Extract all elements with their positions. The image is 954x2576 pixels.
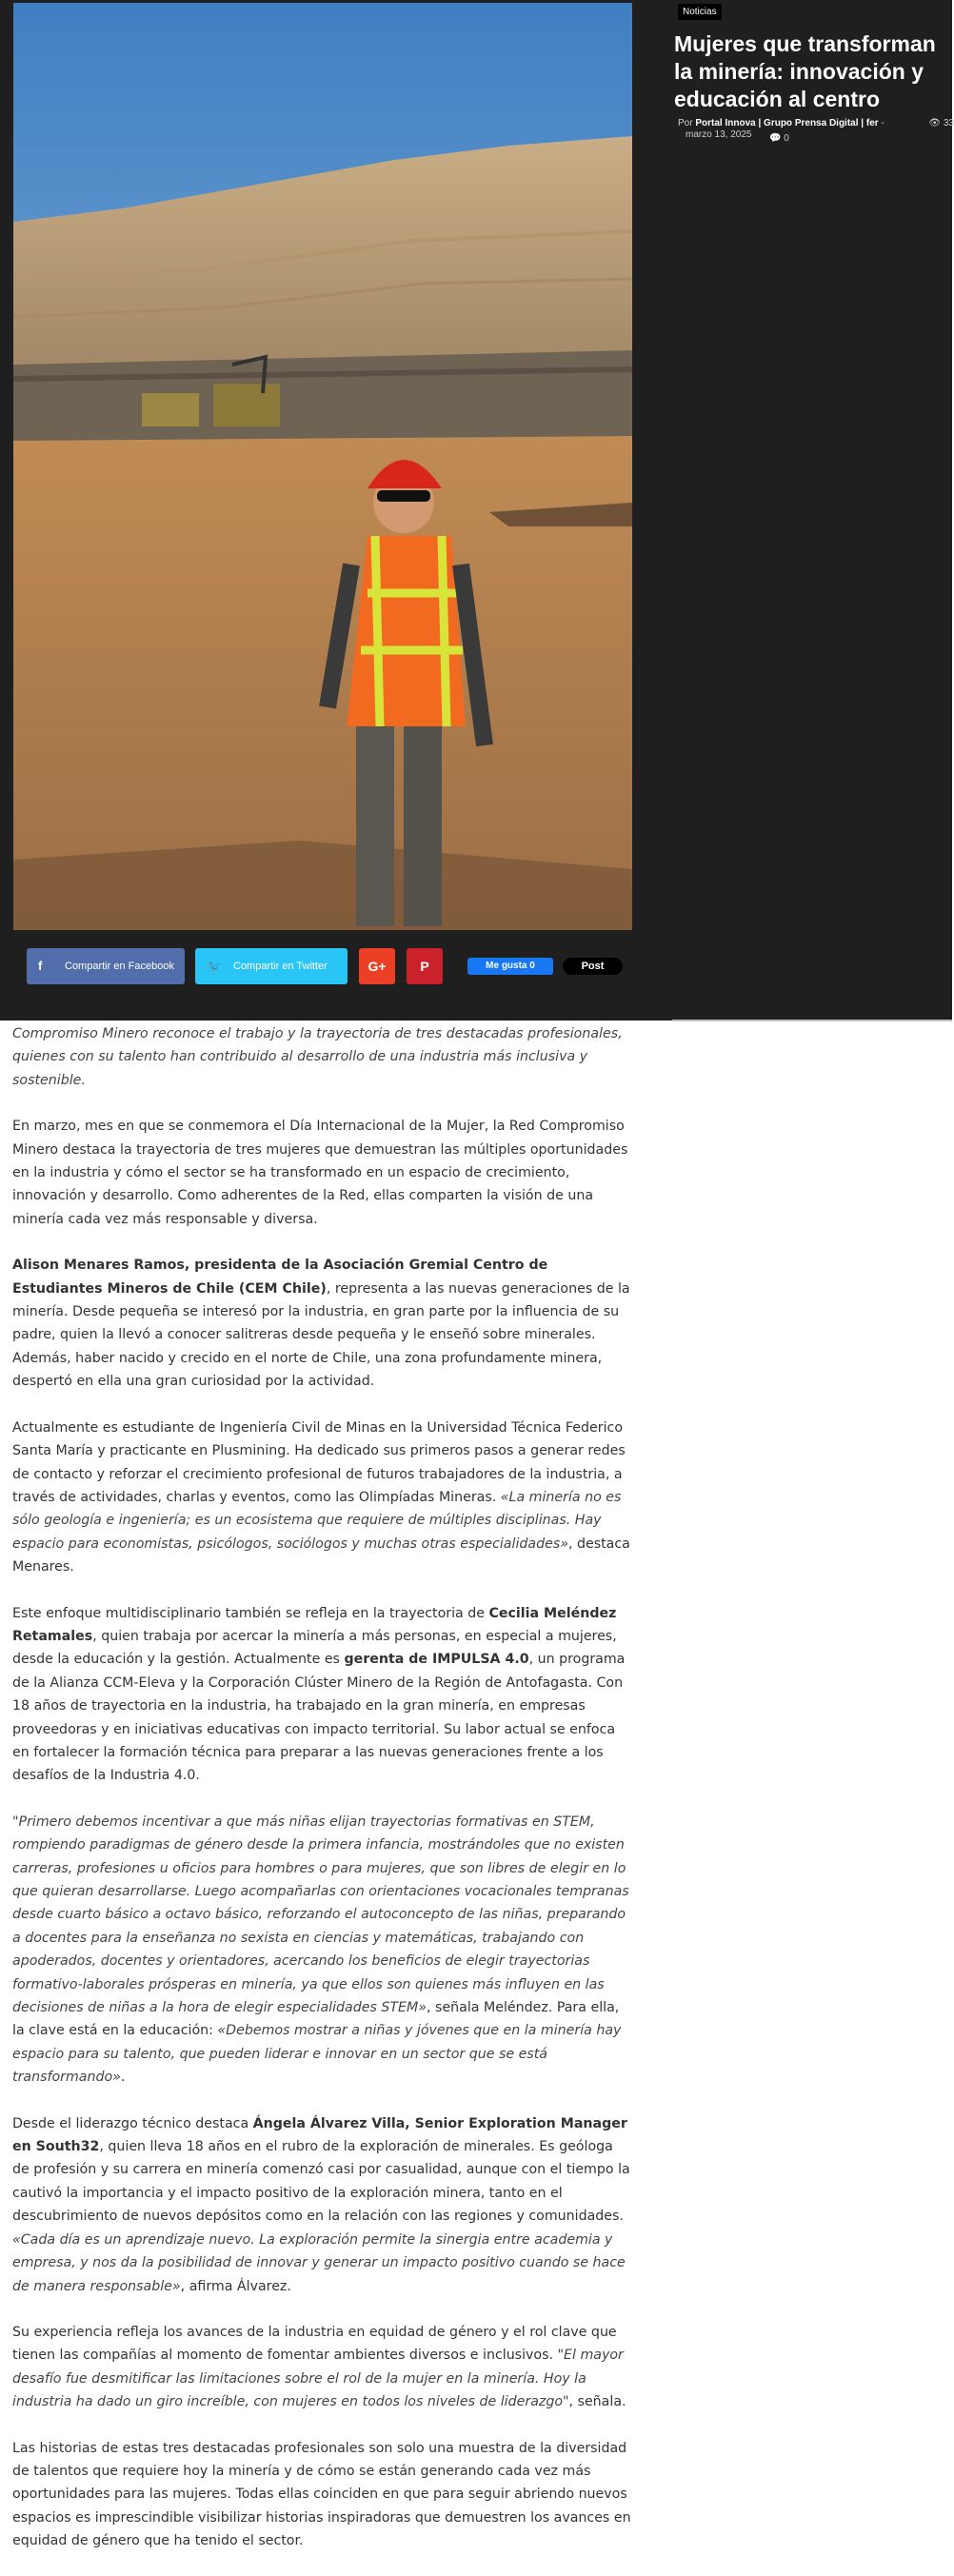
paragraph-7-end: , señala. [568,2394,626,2410]
paragraph-6-text-a: Desde el liderazgo técnico destaca [12,2115,253,2131]
paragraph-7-text: Su experiencia refleja los avances de la industria en equidad de género y el rol clave que tienen las compañías al momento de fomentar ambientes diversos e inclusivos. [12,2324,617,2364]
paragraph-6-quote: «Cada día es un aprendizaje nuevo. La exploración permite la sinergia entre academia y empresa, y nos da la posibilidad de innovar y generar un impacto positivo cuando se hace de manera responsable» [12,2231,626,2294]
comment-icon: 💬 [769,133,782,144]
category-badge[interactable]: Noticias [678,4,722,20]
paragraph-2-bold: Alison Menares Ramos, presidenta de la Asociación Gremial Centro de Estudiantes Mineros de Chile (CEM Chile) [12,1258,548,1297]
paragraph-6-bold: Ángela Álvarez Villa, Senior Exploration Manager en South32 [12,2115,627,2155]
author-prefix: Por [678,118,693,129]
share-twitter-button[interactable] [195,948,348,984]
views-value: 33 [943,118,954,129]
x-post-button[interactable]: Post [563,958,623,975]
article-lead: Compromiso Minero reconoce el trabajo y la trayectoria de tres destacadas profesionales, quienes con su talento han contribuido al desarrollo de una industria más inclusiva y sostenible. [12,1026,623,1088]
views-count [928,118,954,129]
share-pinterest-button[interactable]: P [407,948,443,984]
comments-count[interactable] [769,133,789,145]
paragraph-3-text: Actualmente es estudiante de Ingeniería Civil de Minas en la Universidad Técnica Federico Santa María y practicante en Plusmining. Ha dedicado sus primeros pasos a generar redes de contacto y reforzar el crecimiento profesional de futuros trabajadores de la industria, a través de actividades, charlas y eventos, como las Olimpíadas Mineras. [12,1419,626,1505]
paragraph-5-quote: "Primero debemos incentivar a que más niñas elijan trayectorias formativas en STEM, rompiendo paradigmas de género desde la primera infancia, mostrándoles que no existen carreras, profesiones u oficios para hombres o para mujeres, que son libres de elegir en lo que quieran desarrollarse. Luego acompañarlas con orientaciones vocacionales tempranas desde cuarto básico a octavo básico, reforzando el autoconcepto de las niñas, preparando a docentes para la enseñanza no sexista en ciencias y matemáticas, trabajando con apoderados, docentes y orientadores, acercando los beneficios de elegir trayectorias formativo-laborales prósperas en minería, ya que ellos son quienes más influyen en las decisiones de niñas a la hora de elegir especialidades STEM» [12,1813,629,2016]
paragraph-3 [12,1417,631,1579]
twitter-icon: 🐦 [207,959,223,973]
post-date: marzo 13, 2025 [686,129,752,140]
paragraph-8: Las historias de estas tres destacadas profesionales son solo una muestra de la diversidad de talentos que requiere hoy la minería y de cómo se están generando cada vez más oportunidades para las mujeres. Todas ellas coinciden en que para seguir abriendo nuevos espacios es imprescindible visibilizar historias inspiradoras que demuestren los avances en equidad de género que ha tenido el sector. [12,2440,631,2549]
paragraph-4 [12,1602,631,1788]
sidebar-divider [672,1020,952,1021]
featured-image[interactable] [13,3,632,930]
paragraph-6-text-b: , quien lleva 18 años en el rubro de la exploración de minerales. Es geóloga de profesión y su carrera en minería comenzó casi por casualidad, aunque con el tiempo la cautivó la importancia y el impacto positivo de la exploración minera, tanto en el descubrimiento de nuevos depósitos como en la relación con las regiones y comunidades. [12,2139,630,2225]
share-googleplus-button[interactable]: G+ [359,948,395,984]
paragraph-7 [12,2321,631,2414]
share-twitter-label: Compartir en Twitter [233,961,328,972]
post-title: Mujeres que transforman la minería: innovación y educación al centro [674,31,936,111]
paragraph-7-quote: "El mayor desafío fue desmitificar las limitaciones sobre el rol de la mujer en la minería. Hoy la industria ha dado un giro increíble, con mujeres en todos los niveles de liderazgo" [12,2348,624,2410]
paragraph-5 [12,1811,631,2090]
paragraph-2-text: , representa a las nuevas generaciones de la minería. Desde pequeña se interesó por la industria, en gran parte por la influencia de su padre, quien la llevó a conocer salitreras desde pequeña y le enseñó sobre minerales. Además, haber nacido y crecido en el norte de Chile, una zona profundamente minera, despertó en ella una gran curiosidad por la actividad. [12,1280,630,1390]
paragraph-3-quote: «La minería no es sólo geología e ingeniería; es un ecosistema que requiere de múltiples disciplinas. Hay espacio para economistas, psicólogos, sociólogos y muchas otras especialidades» [12,1489,622,1552]
hero-section [0,0,952,1020]
mine-worker-photo [13,3,632,930]
paragraph-4-text-c: , un programa de la Alianza CCM-Eleva y la Corporación Clúster Minero de la Región de Antofagasta. Con 18 años de trayectoria en la industria, ha trabajado en la gran minería, en empresas proveedoras y en iniciativas educativas con impacto territorial. Su labor actual se enfoca en fortalecer la formación técnica para preparar a las nuevas generaciones frente a los desafíos de la Industria 4.0. [12,1652,626,1784]
paragraph-5-end: . [120,2070,126,2086]
share-bar [0,948,647,986]
facebook-like-button[interactable]: Me gusta 0 [467,958,553,975]
paragraph-2 [12,1254,631,1393]
post-meta: Por Portal Innova | Grupo Prensa Digital | fer - 👁 33 marzo 13, 2025 💬 0 [678,118,954,144]
paragraph-3-end: , destaca Menares. [12,1536,630,1575]
author-link[interactable]: Portal Innova | Grupo Prensa Digital | fer [695,118,879,129]
paragraph-5-text: , señala Meléndez. Para ella, la clave está en la educación: [12,2000,620,2039]
share-facebook-button[interactable] [27,948,185,984]
paragraph-6 [12,2112,631,2298]
paragraph-1: En marzo, mes en que se conmemora el Día Internacional de la Mujer, la Red Compromiso Minero destaca la trayectoria de tres mujeres que demuestran las múltiples oportunidades en la industria y cómo el sector se ha transformado en un espacio de crecimiento, innovación y desarrollo. Como adherentes de la Red, ellas comparten la visión de una minería cada vez más responsable y diversa. [12,1119,628,1227]
paragraph-4-text-b: , quien trabaja por acercar la minería a más personas, en especial a mujeres, desde la educación y la gestión. Actualmente es [12,1628,617,1668]
article-body [12,1022,631,2576]
paragraph-4-bold-2: gerenta de IMPULSA 4.0 [344,1652,529,1668]
paragraph-4-text-a: Este enfoque multidisciplinario también se refleja en la trayectoria de [12,1605,489,1621]
paragraph-5-quote-2: «Debemos mostrar a niñas y jóvenes que en la minería hay espacio para su talento, que pueden liderar e innovar en un sector que se está transformando» [12,2023,622,2086]
facebook-icon: f [38,959,43,973]
eye-icon: 👁 [928,118,942,129]
comments-value: 0 [784,133,789,144]
paragraph-6-end: , afirma Álvarez. [180,2278,291,2294]
paragraph-4-bold-1: Cecilia Meléndez Retamales [12,1605,617,1644]
share-facebook-label: Compartir en Facebook [65,961,174,972]
